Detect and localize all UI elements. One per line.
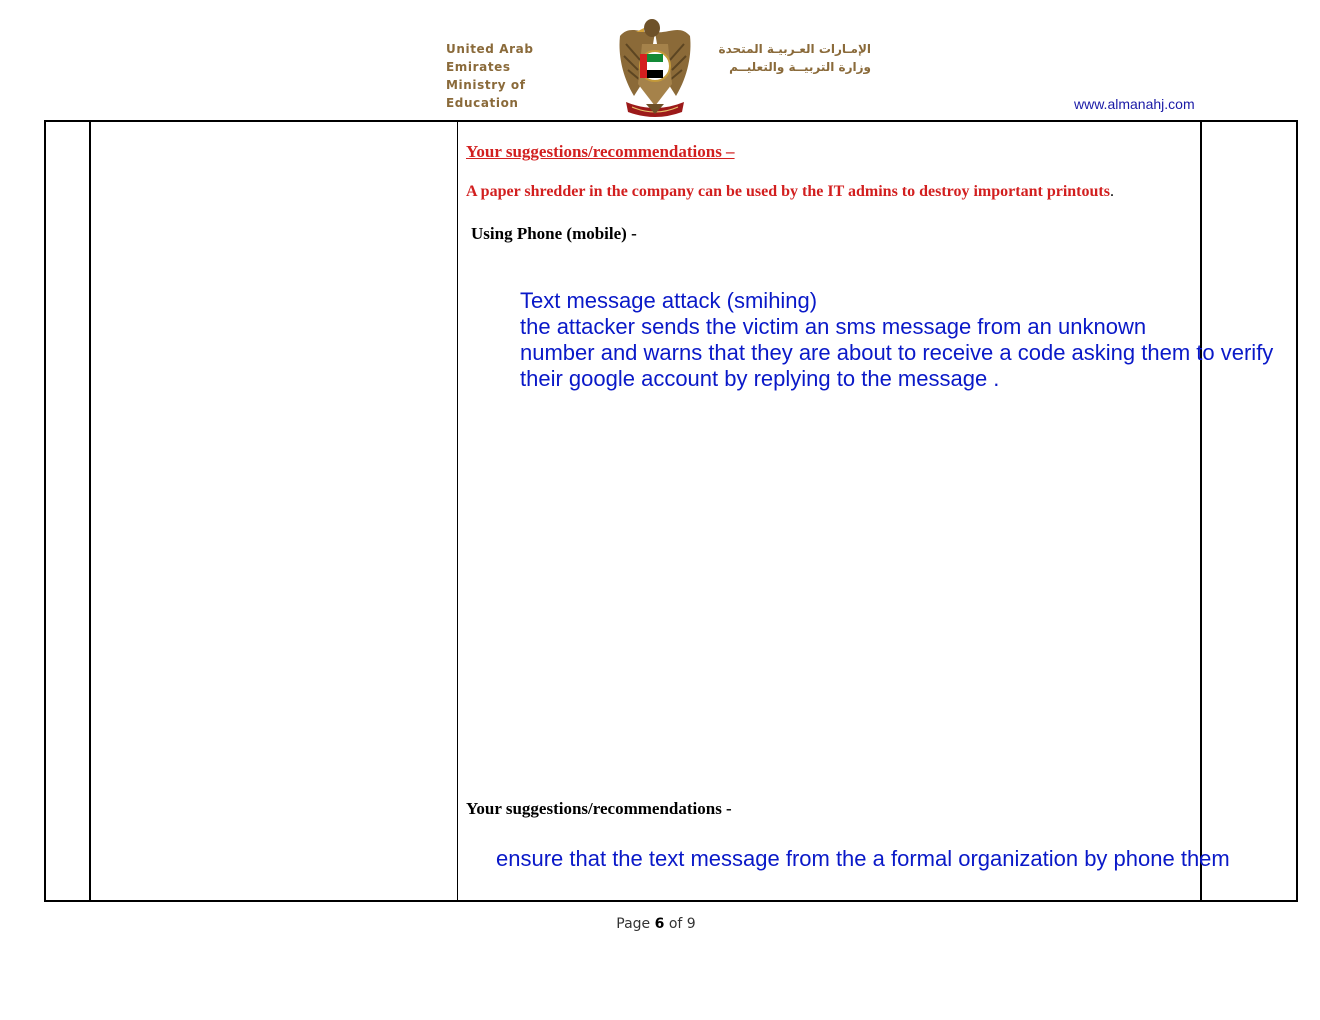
- ministry-name-arabic: [716, 40, 871, 76]
- header-line-uae: United Arab Emirates: [446, 42, 534, 74]
- shredder-text: A paper shredder in the company can be used by the IT admins to destroy important printouts: [466, 183, 1110, 200]
- shredder-recommendation: [466, 183, 1114, 201]
- suggestions-heading: Your suggestions/recommendations –: [466, 142, 735, 161]
- page-total: 9: [686, 916, 696, 932]
- phone-section-heading: Using Phone (mobile) -: [471, 224, 637, 243]
- suggestions-heading-2: Your suggestions/recommendations -: [466, 799, 732, 818]
- column-divider-3: [1200, 120, 1202, 902]
- header-line-ministry: Ministry of Education: [446, 78, 526, 110]
- answer-line: their google account by replying to the message .: [520, 366, 1000, 391]
- column-divider-1: [89, 120, 91, 902]
- answer-line: number and warns that they are about to receive a code asking them to verify: [520, 340, 1274, 365]
- header-line-arabic-1: الإمـارات العـربيـة المتحدة: [718, 42, 871, 56]
- page-footer: [0, 916, 1312, 932]
- answer-line: Text message attack (smihing): [520, 288, 818, 313]
- page-number: 6: [654, 916, 665, 932]
- header-line-arabic-2: وزارة التربيــة والتعليــم: [729, 60, 871, 74]
- phone-attack-answer[interactable]: [520, 288, 1320, 392]
- answer-cell: [458, 122, 1274, 900]
- answer-line: the attacker sends the victim an sms message from an unknown: [520, 314, 1147, 339]
- worksheet-table: [44, 120, 1298, 902]
- shredder-period: .: [1109, 183, 1114, 200]
- ministry-name-english: [446, 40, 598, 112]
- page-of-label: of: [668, 916, 683, 932]
- website-link[interactable]: www.almanahj.com: [1074, 96, 1195, 112]
- page-label: Page: [616, 916, 651, 932]
- phone-recommendation-answer[interactable]: ensure that the text message from the a formal organization by phone them: [496, 846, 1230, 871]
- uae-emblem-icon: [612, 14, 698, 120]
